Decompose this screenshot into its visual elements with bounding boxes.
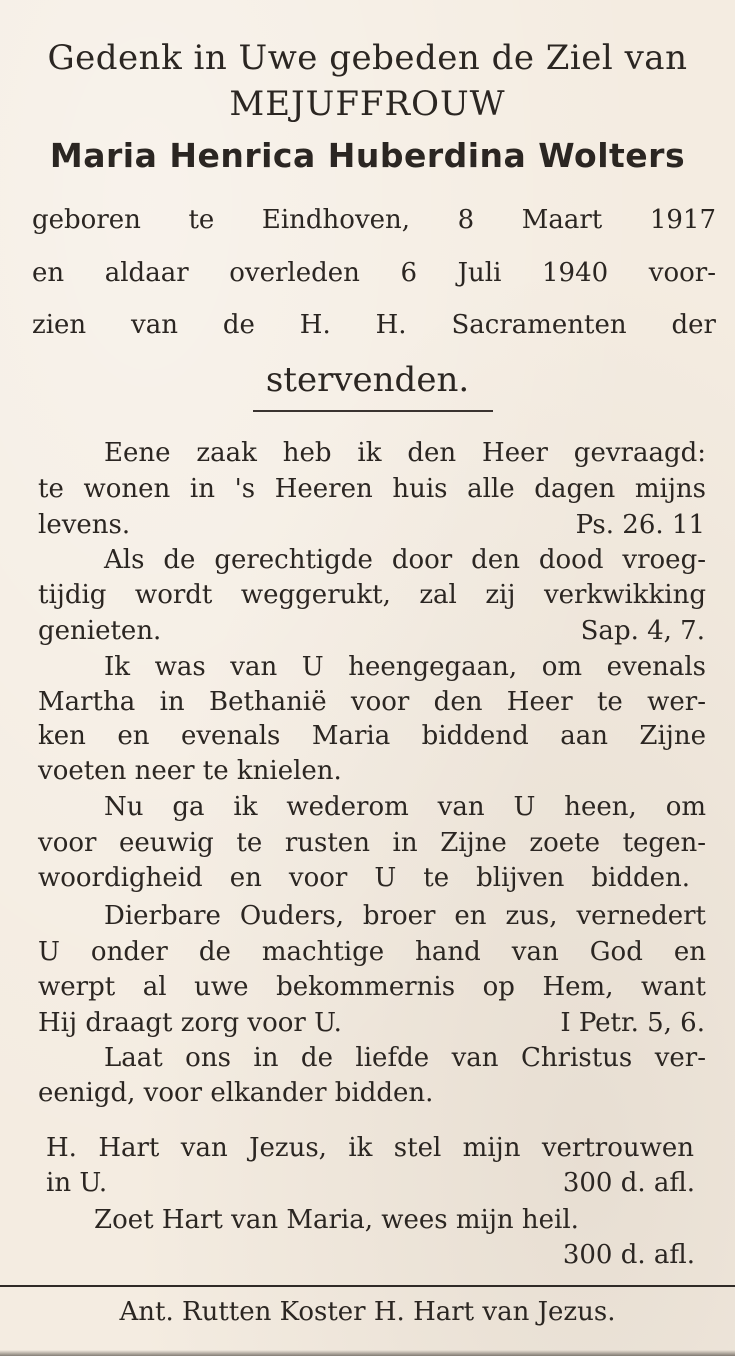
p2-line-2-text: tijdig wordt weggerukt, zal zij verkwikking bbox=[38, 580, 706, 610]
p4-line-3-text: woordigheid en voor U te blijven bidden. bbox=[38, 863, 690, 893]
p1-line-3: levens. bbox=[38, 510, 131, 540]
p5-line-2 bbox=[38, 937, 706, 967]
p5-line-1-text: Dierbare Ouders, broer en zus, vernedert bbox=[104, 901, 706, 931]
p5-line-3-text: werpt al uwe bekommernis op Hem, want bbox=[38, 972, 706, 1002]
header-title: MEJUFFROUW bbox=[229, 84, 506, 124]
p6-line-1-text: Laat ons in de liefde van Christus ver- bbox=[104, 1043, 706, 1073]
p5-line-1 bbox=[104, 901, 706, 931]
p3-line-3-text: ken en evenals Maria biddend aan Zijne bbox=[38, 721, 706, 751]
p3-line-3 bbox=[38, 721, 706, 751]
p5-reference: I Petr. 5, 6. bbox=[560, 1008, 705, 1038]
p4-line-2 bbox=[38, 828, 706, 858]
p3-line-1-text: Ik was van U heengegaan, om evenals bbox=[104, 652, 706, 682]
card-bottom-edge bbox=[0, 1350, 735, 1356]
intro-line-1 bbox=[32, 205, 716, 235]
p6-line-2: eenigd, voor elkander bidden. bbox=[38, 1078, 434, 1108]
prayer-1-line-2: in U. bbox=[46, 1168, 108, 1198]
p3-line-4: voeten neer te knielen. bbox=[38, 756, 342, 786]
intro-line-3-text: zien van de H. H. Sacramenten der bbox=[32, 310, 716, 340]
p1-line-2 bbox=[38, 474, 706, 504]
deceased-name: Maria Henrica Huberdina Wolters bbox=[49, 136, 686, 175]
intro-line-1-text: geboren te Eindhoven, 8 Maart 1917 bbox=[32, 205, 716, 235]
prayer-1-indulgence: 300 d. afl. bbox=[562, 1168, 695, 1198]
p3-line-2-text: Martha in Bethanië voor den Heer te wer- bbox=[38, 687, 706, 717]
divider-rule bbox=[253, 410, 493, 412]
printer-credit: Ant. Rutten Koster H. Hart van Jezus. bbox=[119, 1297, 616, 1327]
prayer-1-line-1-text: H. Hart van Jezus, ik stel mijn vertrouwen bbox=[46, 1133, 694, 1163]
p2-line-3: genieten. bbox=[38, 616, 162, 646]
prayer-1-line-1 bbox=[46, 1133, 694, 1163]
header-line-1: Gedenk in Uwe gebeden de Ziel van bbox=[47, 38, 688, 78]
p2-line-1 bbox=[104, 545, 706, 575]
p5-line-4: Hij draagt zorg voor U. bbox=[38, 1008, 342, 1038]
footer-rule bbox=[0, 1285, 735, 1287]
p1-reference: Ps. 26. 11 bbox=[575, 510, 705, 540]
intro-line-4: stervenden. bbox=[265, 360, 470, 400]
p2-line-1-text: Als de gerechtigde door den dood vroeg- bbox=[104, 545, 706, 575]
p5-line-3 bbox=[38, 972, 706, 1002]
intro-line-2-text: en aldaar overleden 6 Juli 1940 voor- bbox=[32, 258, 716, 288]
p5-line-2-text: U onder de machtige hand van God en bbox=[38, 937, 706, 967]
p3-line-2 bbox=[38, 687, 706, 717]
p2-line-2 bbox=[38, 580, 706, 610]
p1-line-1 bbox=[104, 438, 706, 468]
p1-line-2-text: te wonen in 's Heeren huis alle dagen mijns bbox=[38, 474, 706, 504]
p4-line-1-text: Nu ga ik wederom van U heen, om bbox=[104, 792, 706, 822]
p6-line-1 bbox=[104, 1043, 706, 1073]
intro-line-3 bbox=[32, 310, 716, 340]
prayer-2-indulgence: 300 d. afl. bbox=[562, 1240, 695, 1270]
p3-line-1 bbox=[104, 652, 706, 682]
prayer-2-line-1: Zoet Hart van Maria, wees mijn heil. bbox=[94, 1205, 579, 1235]
p1-line-1-text: Eene zaak heb ik den Heer gevraagd: bbox=[104, 438, 706, 468]
p4-line-1 bbox=[104, 792, 706, 822]
intro-line-2 bbox=[32, 258, 716, 288]
p4-line-2-text: voor eeuwig te rusten in Zijne zoete tegen- bbox=[38, 828, 706, 858]
p4-line-3 bbox=[38, 863, 690, 893]
p2-reference: Sap. 4, 7. bbox=[580, 616, 705, 646]
